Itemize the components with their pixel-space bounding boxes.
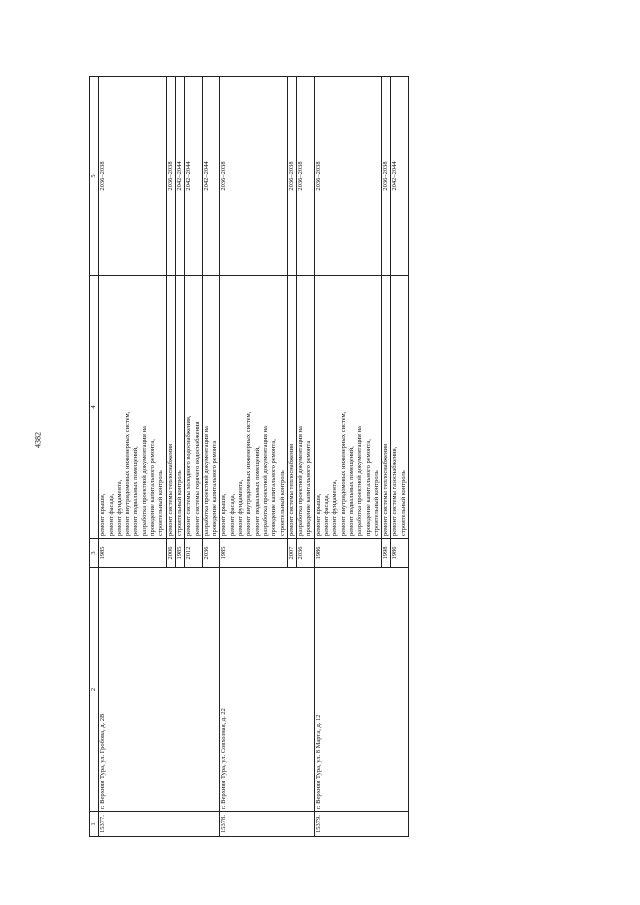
year-cell: 1998 [382, 539, 391, 568]
work-item: ремонт фундамента, [237, 479, 245, 536]
period-cell: 2036–2038 [166, 77, 175, 276]
column-header: 1 [90, 812, 99, 837]
header-row [90, 77, 99, 837]
works-cell [297, 276, 315, 539]
work-item: ремонт внутридомовых инженерных систем, [339, 411, 347, 536]
work-item: ремонт системы теплоснабжения [287, 443, 295, 536]
year-cell: 2007 [287, 539, 296, 568]
work-item: строительный контроль [399, 470, 407, 536]
work-item: разработка проектной документации на [261, 426, 269, 536]
work-item: проведение капитального ремонта, [270, 439, 278, 536]
work-item: разработка проектной документации на [356, 426, 364, 536]
record-number: 15378. [220, 812, 314, 837]
work-item: ремонт внутридомовых инженерных систем, [124, 411, 132, 536]
works-cell [382, 276, 391, 539]
building-address: г. Верхняя Тура, ул. Совхозная, д. 22 [220, 568, 314, 812]
works-cell [314, 276, 381, 539]
page-number-text: 4382 [33, 432, 43, 448]
repair-schedule-table [89, 76, 409, 837]
work-item: строительный контроль [278, 470, 286, 536]
year-cell: 1985 [220, 539, 287, 568]
period-cell: 2036–2038 [99, 77, 166, 276]
column-header: 2 [90, 568, 99, 812]
year-cell: 1986 [391, 539, 409, 568]
work-item: строительный контроль [372, 470, 380, 536]
work-item: ремонт фундамента, [331, 479, 339, 536]
period-cell: 2036–2038 [314, 77, 381, 276]
work-item: проведение капитального ремонта, [149, 439, 157, 536]
work-item: ремонт внутридомовых инженерных систем, [245, 411, 253, 536]
work-item: проведение капитального ремонта, [364, 439, 372, 536]
year-cell: 2012 [185, 539, 203, 568]
table-row [220, 77, 287, 837]
work-item: разработка проектной документации на [297, 426, 305, 536]
period-cell: 2036–2038 [287, 77, 296, 276]
work-item: разработка проектной документации на [202, 426, 210, 536]
work-item: ремонт подвальных помещений, [132, 446, 140, 536]
works-cell [287, 276, 296, 539]
record-number: 15377. [99, 812, 220, 837]
period-cell: 2036–2038 [297, 77, 315, 276]
work-item: ремонт фасада, [323, 493, 331, 536]
work-item: ремонт фасада, [228, 493, 236, 536]
year-cell: 2036 [202, 539, 220, 568]
work-item: ремонт крыши, [314, 493, 322, 536]
work-item: ремонт подвальных помещений, [347, 446, 355, 536]
work-item: ремонт крыши, [99, 493, 107, 536]
period-cell: 2042–2044 [185, 77, 203, 276]
year-cell: 1986 [314, 539, 381, 568]
year-cell: 1985 [99, 539, 166, 568]
table-row [314, 77, 381, 837]
period-cell: 2036–2038 [382, 77, 391, 276]
table-row [99, 77, 166, 837]
column-header: 4 [90, 276, 99, 539]
work-item: ремонт системы горячего водоснабжения [193, 421, 201, 536]
period-cell: 2042–2044 [391, 77, 409, 276]
period-cell: 2036–2038 [220, 77, 287, 276]
work-item: ремонт подвальных помещений, [253, 446, 261, 536]
works-cell [391, 276, 409, 539]
table-body [99, 77, 409, 837]
works-cell [202, 276, 220, 539]
year-cell: 2006 [166, 539, 175, 568]
works-cell [99, 276, 166, 539]
rotated-table-container [89, 77, 542, 837]
column-header: 5 [90, 77, 99, 276]
work-item: ремонт фасада, [107, 493, 115, 536]
work-item: ремонт крыши, [220, 493, 228, 536]
year-cell: 1985 [175, 539, 184, 568]
building-address: г. Верхняя Тура, ул. Гробова, д. 2В [99, 568, 220, 812]
works-cell [220, 276, 287, 539]
work-item: проведение капитального ремонта [305, 440, 313, 536]
period-cell: 2042–2044 [202, 77, 220, 276]
building-address: г. Верхняя Тура, ул. 8 Марта, д. 12 [314, 568, 408, 812]
year-cell: 2036 [297, 539, 315, 568]
work-item: проведение капитального ремонта [211, 440, 219, 536]
record-number: 15379. [314, 812, 408, 837]
work-item: разработка проектной документации на [140, 426, 148, 536]
works-cell [185, 276, 203, 539]
work-item: ремонт фундамента, [115, 479, 123, 536]
work-item: строительный контроль [175, 470, 183, 536]
work-item: строительный контроль [157, 470, 165, 536]
work-item: ремонт системы теплоснабжения [166, 443, 174, 536]
work-item: ремонт системы газоснабжения, [391, 446, 399, 536]
work-item: ремонт системы холодного водоснабжения, [185, 415, 193, 536]
column-header: 3 [90, 539, 99, 568]
period-cell: 2042–2044 [175, 77, 184, 276]
works-cell [166, 276, 175, 539]
work-item: ремонт системы теплоснабжения [382, 443, 390, 536]
works-cell [175, 276, 184, 539]
